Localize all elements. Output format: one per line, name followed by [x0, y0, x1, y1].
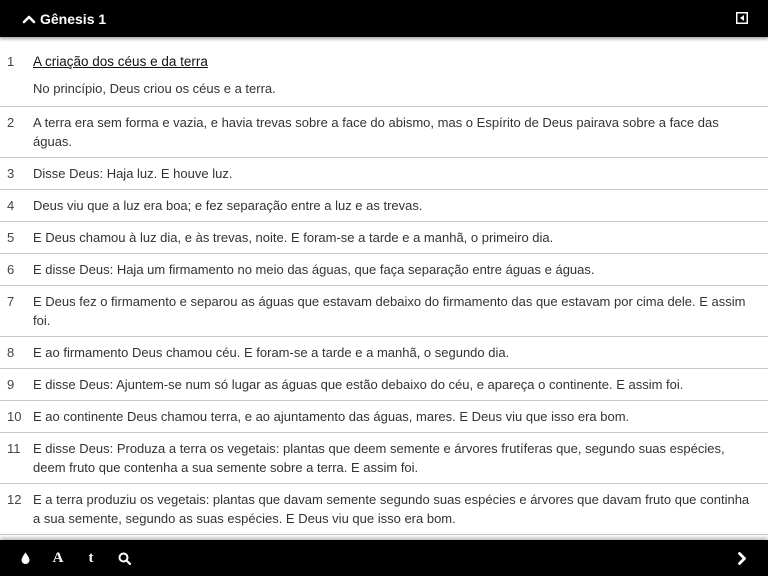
font-button[interactable]: [49, 540, 67, 576]
verse-number: 12: [7, 492, 22, 507]
verse-text: Deus viu que a luz era boa; e fez separação entre a luz e as trevas.: [33, 198, 423, 213]
section-heading[interactable]: A criação dos céus e da terra: [33, 54, 208, 69]
verse-row[interactable]: [0, 286, 768, 337]
verse-text: A terra era sem forma e vazia, e havia trevas sobre a face do abismo, mas o Espírito de Deus pairava sobre a face das águas.: [33, 115, 719, 149]
theme-button[interactable]: [16, 540, 34, 576]
top-bar: [0, 0, 768, 37]
verse-row[interactable]: [0, 222, 768, 254]
verse-number: 5: [7, 230, 15, 245]
chapter-selector-button[interactable]: [22, 0, 106, 37]
chapter-title: Gênesis 1: [40, 10, 107, 27]
text-icon: t: [88, 549, 94, 566]
bottom-toolbar: [0, 540, 768, 576]
verse-text: E ao continente Deus chamou terra, e ao ajuntamento das águas, mares. E Deus viu que isso era bom.: [33, 409, 630, 424]
verse-row[interactable]: [0, 158, 768, 190]
sidebar-collapse-icon[interactable]: [736, 12, 748, 24]
verse-text: No princípio, Deus criou os céus e a terra.: [33, 81, 276, 96]
verse-number: 9: [7, 377, 15, 392]
search-icon: [118, 552, 131, 565]
verse-text: E a terra produziu os vegetais: plantas que davam semente segundo suas espécies e árvores que davam fruto que continha a sua semente, segundo as suas espécies. E Deus viu que isso era bom.: [33, 492, 750, 526]
verse-number: 10: [7, 409, 22, 424]
verse-row[interactable]: [0, 401, 768, 433]
search-button[interactable]: [115, 540, 133, 576]
verse-row[interactable]: [0, 369, 768, 401]
verse-text: E Deus chamou à luz dia, e às trevas, noite. E foram-se a tarde e a manhã, o primeiro dia.: [33, 230, 554, 245]
verse-number: 2: [7, 115, 15, 130]
verse-number: 3: [7, 166, 15, 181]
verse-row[interactable]: [0, 484, 768, 535]
verse-text: Disse Deus: Haja luz. E houve luz.: [33, 166, 233, 181]
verse-text: E ao firmamento Deus chamou céu. E foram-se a tarde e a manhã, o segundo dia.: [33, 345, 510, 360]
verse-number: 7: [7, 294, 15, 309]
font-icon: A: [52, 549, 64, 566]
verse-number: 11: [7, 441, 21, 456]
verse-row[interactable]: [0, 254, 768, 286]
drop-icon: [21, 552, 30, 564]
verse-row[interactable]: [0, 337, 768, 369]
verse-text: E disse Deus: Haja um firmamento no meio das águas, que faça separação entre águas e águas.: [33, 262, 595, 277]
chevron-right-icon: [737, 552, 747, 565]
verse-number: 6: [7, 262, 15, 277]
chevron-up-icon: [22, 12, 36, 26]
text-size-button[interactable]: [83, 540, 99, 576]
verse-number: 4: [7, 198, 15, 213]
verse-text: E Deus fez o firmamento e separou as águas que estavam debaixo do firmamento das que estavam por cima dele. E assim foi.: [33, 294, 746, 328]
verse-row[interactable]: [0, 107, 768, 158]
next-chapter-button[interactable]: [733, 540, 751, 576]
verse-text: E disse Deus: Produza a terra os vegetais: plantas que deem semente e árvores frutíferas que, segundo suas espécies, deem fruto que contenha a sua semente sobre a terra. E assim foi.: [33, 441, 725, 475]
verse-list[interactable]: [0, 37, 768, 540]
verse-text: E disse Deus: Ajuntem-se num só lugar as águas que estão debaixo do céu, e apareça o continente. E assim foi.: [33, 377, 684, 392]
verse-row[interactable]: [0, 37, 768, 107]
verse-row[interactable]: [0, 190, 768, 222]
verse-row[interactable]: [0, 433, 768, 484]
verse-number: 1: [7, 54, 15, 69]
verse-number: 8: [7, 345, 15, 360]
